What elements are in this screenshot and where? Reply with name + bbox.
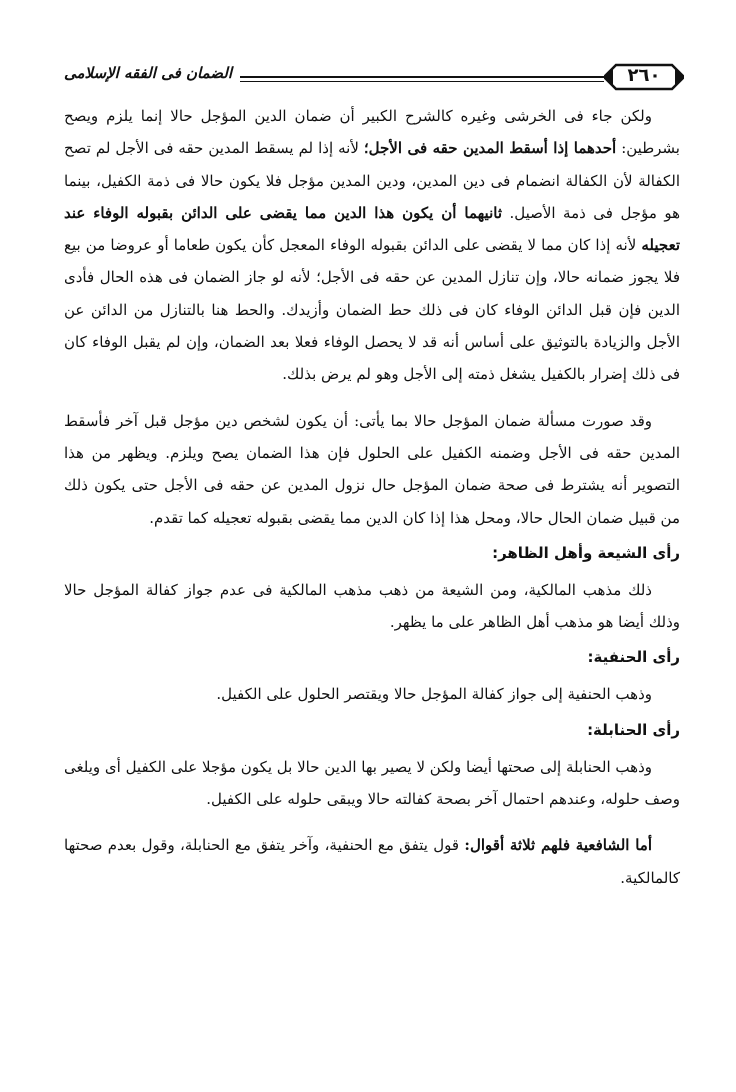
- paragraph-2: وقد صورت مسألة ضمان المؤجل حالا بما يأتى: أن يكون لشخص دين مؤجل قبل آخر فأسقط المدين حقه فى الأجل وضمنه الكفيل على الحلول فإن هذا الضمان يصح ويلزم. ويظهر من هذا التصوير أنه يشترط فى صحة ضمان المؤجل حال نزول المدين عن حقه فى الأجل حتى يكون ذلك من قبيل ضمان الحال حالا، ومحل هذا إذا كان الدين مما يقضى بقبوله تعجيله كما تقدم.: [64, 411, 680, 527]
- p1-bold-2: ثانيهما أن يكون هذا الدين مما يقضى على الدائن بقبوله الوفاء عند تعجيله: [64, 203, 680, 255]
- heading-hanbali: رأى الحنابلة:: [587, 720, 680, 739]
- p1-text-1: ولكن جاء فى الخرشى وغيره كالشرح الكبير أن ضمان الدين المؤجل حالا إنما يلزم ويصح بشرطين:: [64, 107, 680, 158]
- heading-shia-zahiri: رأى الشيعة وأهل الظاهر:: [492, 543, 680, 562]
- paragraph-4: وذهب الحنفية إلى جواز كفالة المؤجل حالا ويقتصر الحلول على الكفيل.: [216, 685, 652, 704]
- paragraph-5: وذهب الحنابلة إلى صحتها أيضا ولكن لا يصير بها الدين حالا بل يكون مؤجلا على الكفيل أى ويلغى وصف حلوله، وعندهم احتمال آخر بصحة كفالته حالا ويبقى حلوله على الكفيل.: [64, 757, 680, 809]
- p6-text: قول يتفق مع الحنفية، وآخر يتفق مع الحنابلة، وقول بعدم صحتها كالمالكية.: [64, 836, 680, 887]
- page-number: ٢٦٠: [627, 65, 661, 86]
- header-rule: [240, 76, 604, 82]
- p1-text-3: لأنه إذا كان مما لا يقضى على الدائن بقبوله الوفاء المعجل كأن يكون طعاما أو عروضا من بيع فلا يجوز ضمانه حالا، وإن تنازل المدين عن حقه فى الأجل؛ لأنه لو جاز الضمان فى هذه الحال فأدى الدين فإن قبل الدائن الوفاء كان فى ذلك حط الضمان وأزيدك. والحط هنا بالتنازل من الدائن عن الأجل والزيادة بالتوثيق على أساس أنه قد لا يحصل الوفاء فعلا بعد الضمان، وإن لم يقبل الوفاء كان فى ذلك إضرار بالكفيل يشغل ذمته إلى الأجل وهو لم يرض بذلك.: [64, 236, 680, 384]
- page-header: [60, 62, 684, 94]
- p6-bold: أما الشافعية فلهم ثلاثة أقوال:: [464, 836, 652, 855]
- running-title: الضمان فى الفقه الإسلامى: [63, 64, 233, 82]
- page-body: [64, 100, 680, 894]
- p1-bold-1: أحدهما إذا أسقط المدين حقه فى الأجل؛: [363, 139, 617, 158]
- page-number-badge: [604, 62, 684, 92]
- heading-hanafi: رأى الحنفية:: [587, 648, 680, 667]
- p1-text-2: لأنه إذا لم يسقط المدين حقه فى الأجل لم تصح الكفالة لأن الكفالة انضمام فى دين المدين، ودين المدين مؤجل فلا يكون حالا فى ذمة الكفيل، بينما هو مؤجل فى ذمة الأصيل.: [64, 139, 680, 222]
- paragraph-6: [64, 829, 680, 894]
- paragraph-3: ذلك مذهب المالكية، ومن الشيعة من ذهب مذهب المالكية فى عدم جواز كفالة المؤجل حالا وذلك أيضا هو مذهب أهل الظاهر على ما يظهر.: [64, 580, 680, 632]
- paragraph-1: [64, 100, 680, 391]
